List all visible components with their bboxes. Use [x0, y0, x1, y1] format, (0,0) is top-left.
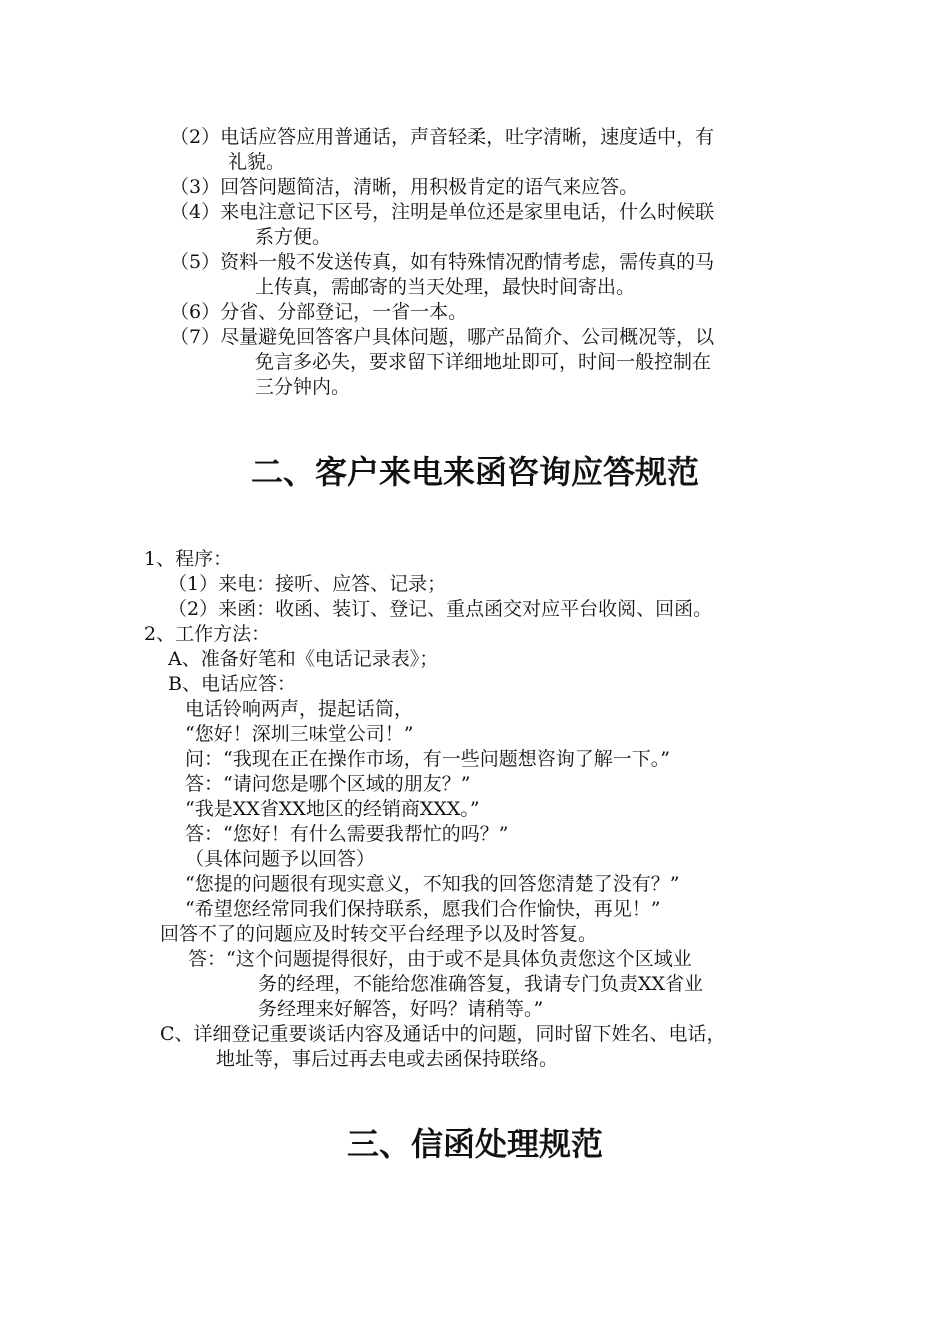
rule-4-line-1: （4）来电注意记下区号，注明是单位还是家里电话，什么时候联	[170, 201, 715, 223]
escalation-answer-line-2: 务的经理，不能给您准确答复，我请专门负责XX省业	[258, 973, 704, 995]
escalation-answer-line-1: 答：“这个问题提得很好，由于或不是具体负责您这个区域业	[188, 948, 692, 970]
dialogue-line: 电话铃响两声，提起话筒，	[185, 698, 414, 720]
dialogue-line: 答：“请问您是哪个区域的朋友？”	[185, 773, 471, 795]
rule-2-line-1: （2）电话应答应用普通话，声音轻柔，吐字清晰，速度适中，有	[170, 126, 715, 148]
dialogue-line: 问：“我现在正在操作市场，有一些问题想咨询了解一下。”	[185, 748, 670, 770]
dialogue-line: （具体问题予以回答）	[185, 848, 376, 870]
procedure-title: 1、程序：	[144, 548, 233, 570]
rule-7-line-3: 三分钟内。	[255, 376, 351, 398]
method-c-line-2: 地址等，事后过再去电或去函保持联络。	[216, 1048, 559, 1070]
rule-7-line-2: 免言多必失，要求留下详细地址即可，时间一般控制在	[255, 351, 712, 373]
rule-5-line-2: 上传真，需邮寄的当天处理，最快时间寄出。	[255, 276, 636, 298]
method-title: 2、工作方法：	[144, 623, 271, 645]
section-3-heading: 三、信函处理规范	[346, 1125, 603, 1163]
rule-7-line-1: （7）尽量避免回答客户具体问题，哪产品简介、公司概况等，以	[170, 326, 715, 348]
rule-4-line-2: 系方便。	[255, 226, 332, 248]
escalation-note: 回答不了的问题应及时转交平台经理予以及时答复。	[160, 923, 598, 945]
method-b: B、电话应答：	[168, 673, 296, 695]
method-c-line-1: C、详细登记重要谈话内容及通话中的问题，同时留下姓名、电话，	[160, 1023, 726, 1045]
rule-6-line-1: （6）分省、分部登记，一省一本。	[170, 301, 468, 323]
rule-3-line-1: （3）回答问题简洁，清晰，用积极肯定的语气来应答。	[170, 176, 639, 198]
dialogue-line: “我是XX省XX地区的经销商XXX。”	[185, 798, 480, 820]
dialogue-line: “希望您经常同我们保持联系，愿我们合作愉快，再见！”	[185, 898, 661, 920]
dialogue-line: “您好！深圳三味堂公司！”	[185, 723, 414, 745]
procedure-item-2: （2）来函：收函、装订、登记、重点函交对应平台收阅、回函。	[168, 598, 713, 620]
dialogue-line: 答：“您好！有什么需要我帮忙的吗？”	[185, 823, 509, 845]
escalation-answer-line-3: 务经理来好解答，好吗？请稍等。”	[258, 998, 544, 1020]
rule-5-line-1: （5）资料一般不发送传真，如有特殊情况酌情考虑，需传真的马	[170, 251, 715, 273]
section-2-heading: 二、客户来电来函咨询应答规范	[250, 453, 699, 491]
rule-2-line-2: 礼貌。	[228, 151, 286, 173]
procedure-item-1: （1）来电：接听、应答、记录；	[168, 573, 447, 595]
method-a: A、准备好笔和《电话记录表》；	[168, 648, 439, 670]
dialogue-line: “您提的问题很有现实意义，不知我的回答您清楚了没有？”	[185, 873, 680, 895]
